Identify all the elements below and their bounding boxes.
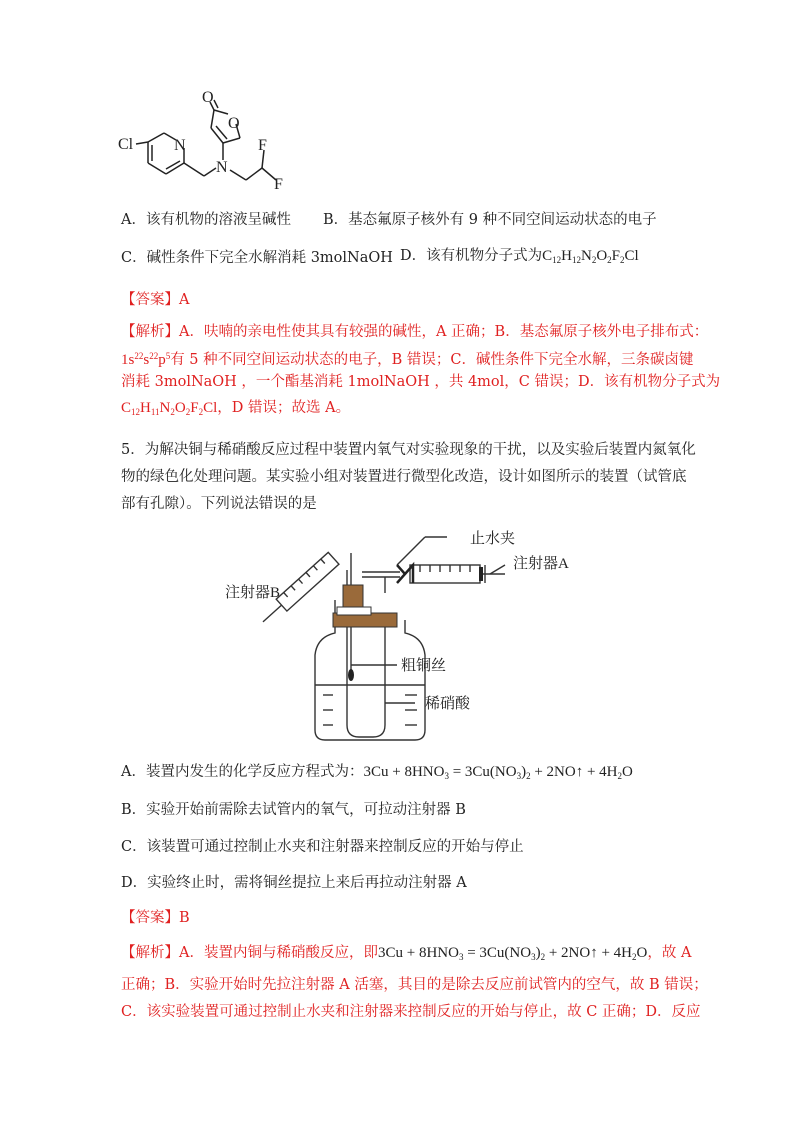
q5-option-b: B．实验开始前需除去试管内的氧气，可拉动注射器 B — [121, 802, 466, 818]
q4-analysis-line1: 【解析】A．呋喃的亲电性使其具有较强的碱性，A 正确；B．基态氟原子核外电子排布式： — [121, 324, 709, 340]
atom-n-amine: N — [216, 159, 228, 176]
q5-analysis-equation: $3Cu + 8HNO_3 = 3Cu(NO_3)_2$ + 2NO↑ + $4H_2O$ — [377, 945, 648, 962]
atom-f2: F — [274, 176, 283, 193]
q4-option-d-prefix: D．该有机物分子式为 — [400, 248, 543, 264]
q5-analysis-line2: 正确；B．实验开始时先拉注射器 A 活塞，其目的是除去反应前试管内的空气，故 B 错误； — [121, 977, 708, 993]
q4-answer: 【答案】A — [121, 292, 190, 308]
q5-option-c: C．该装置可通过控制止水夹和注射器来控制反应的开始与停止 — [121, 839, 524, 855]
q5-option-d: D．实验终止时，需将铜丝提拉上来后再拉动注射器 A — [121, 875, 467, 891]
q5-equation: $3Cu + 8HNO_3 = 3Cu(NO_3)_2$ + 2NO↑ + $4H_2O$ — [363, 764, 633, 781]
q4-option-c: C．碱性条件下完全水解消耗 3molNaOH — [121, 250, 393, 266]
q5-analysis-line1: 【解析】A．装置内铜与稀硝酸反应，即$3Cu + 8HNO_3 = 3Cu(NO_3)_2$ + 2NO↑ + $4H_2O$，故 A — [121, 945, 692, 962]
q5-analysis-line3: C．该实验装置可通过控制止水夹和注射器来控制反应的开始与停止，故 C 正确；D．反应 — [121, 1004, 701, 1020]
q5-option-a — [121, 762, 633, 786]
molecule-structure — [118, 88, 318, 200]
q5-option-a-prefix: A．装置内发生的化学反应方程式为： — [121, 764, 364, 780]
label-clamp: 止水夹 — [470, 531, 516, 547]
q4-option-a: A．该有机物的溶液呈碱性 — [121, 212, 291, 228]
q4-analysis-formula: $C_{12}H_{11}N_2O_2F_2Cl$ — [121, 400, 218, 417]
label-copper-wire: 粗铜丝 — [401, 658, 447, 674]
q4-analysis-line4: $C_{12}H_{11}N_2O_2F_2Cl$，D 错误；故选 A。 — [121, 400, 351, 417]
label-syringe-b: 注射器B — [225, 585, 281, 601]
q5-answer: 【答案】B — [121, 910, 190, 926]
apparatus-diagram — [225, 525, 595, 750]
atom-cl: Cl — [118, 136, 134, 153]
q4-option-d-formula: $C_{12}H_{12}N_2O_2F_2Cl$ — [542, 248, 639, 265]
label-dilute-nitric-acid: 稀硝酸 — [425, 696, 471, 712]
q5-stem-line3: 部有孔隙）。下列说法错误的是 — [121, 496, 317, 512]
q5-stem-line1: 5．为解决铜与稀硝酸反应过程中装置内氧气对实验现象的干扰，以及实验后装置内氮氧化 — [121, 442, 696, 458]
label-syringe-a: 注射器A — [513, 556, 569, 572]
q4-option-d — [400, 246, 639, 270]
atom-o-keto: O — [202, 89, 214, 106]
q5-stem-line2: 物的绿色化处理问题。某实验小组对装置进行微型化改造，设计如图所示的装置（试管底 — [121, 469, 687, 485]
q4-option-b: B．基态氟原子核外有 9 种不同空间运动状态的电子 — [323, 212, 657, 228]
q4-analysis-line2: $1s^{22}s^{22}p^5$有 5 种不同空间运动状态的电子，B 错误；C．碱性条件下完全水解，三条碳卤键 — [121, 351, 694, 368]
atom-f1: F — [258, 137, 267, 154]
electron-config: $1s^{22}s^{22}p^5$ — [121, 351, 171, 368]
atom-o-ring: O — [228, 115, 240, 132]
q4-analysis-line3: 消耗 3molNaOH ，一个酯基消耗 1molNaOH ，共 4mol，C 错误；D．该有机物分子式为 — [121, 374, 721, 390]
atom-n-pyridine: N — [174, 137, 186, 154]
